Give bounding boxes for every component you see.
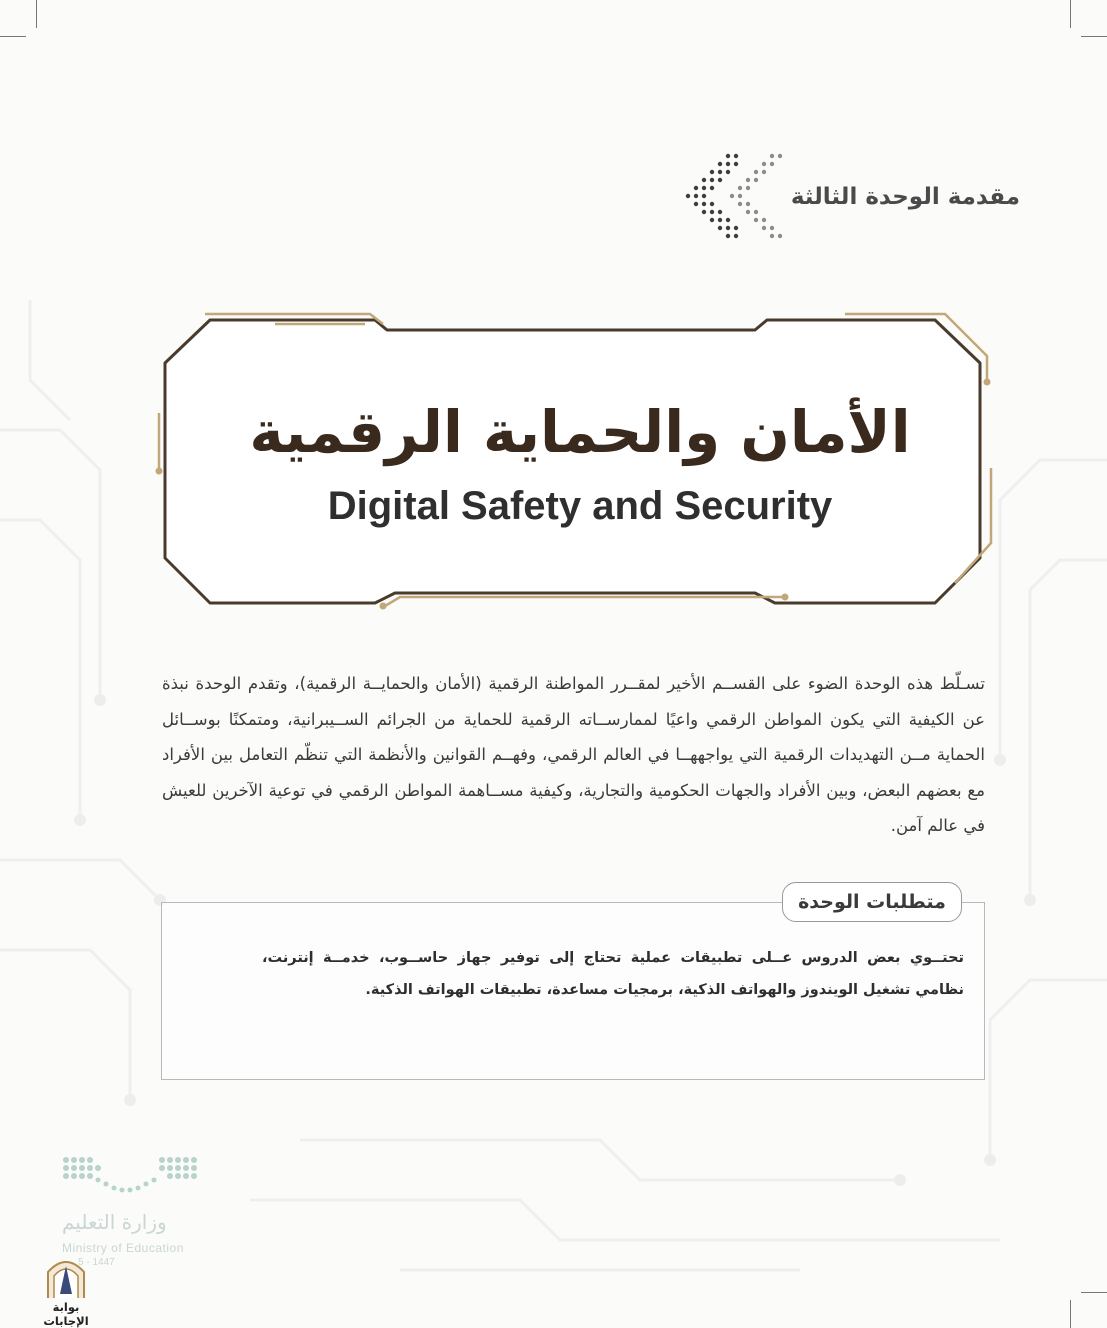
- unit-requirements-text: تحتــوي بعض الدروس عــلى تطبيقات عملية تحتاج إلى توفير جهاز حاســوب، خدمــة إنترنت، نظامي تشغيل الويندوز والهواتف الذكية، برمجيات مساعدة، تطبيقات الهواتف الذكية.: [262, 950, 964, 998]
- unit-intro-header: [680, 148, 1040, 248]
- ministry-year: 5 - 1447: [78, 1257, 115, 1268]
- mosque-arch-icon: [26, 1254, 106, 1300]
- portal-watermark-text: بوابة الإجابات: [43, 1300, 89, 1328]
- unit-requirements-title: متطلبات الوحدة: [782, 882, 962, 922]
- unit-title-arabic: الأمان والحماية الرقمية: [249, 398, 911, 466]
- portal-watermark: [26, 1254, 106, 1328]
- ministry-name-english: Ministry of Education: [62, 1241, 184, 1255]
- chevron-dots-icon: [680, 148, 790, 248]
- unit-title-english: Digital Safety and Security: [327, 484, 833, 528]
- unit-intro-label: مقدمة الوحدة الثالثة: [790, 184, 1020, 210]
- ministry-logo-icon: [58, 1150, 208, 1206]
- unit-intro-paragraph: تسـلّط هذه الوحدة الضوء على القســم الأخير لمقــرر المواطنة الرقمية (الأمان والحمايــة الرقمية)، وتقدم الوحدة نبذة عن الكيفية التي يكون المواطن الرقمي واعيًا لممارســاته الرقمية للحماية من الجرائم الســيبرانية، ومتمكنًا بوســائل الحماية مــن التهديدات الرقمية التي يواجههــا في العالم الرقمي، وفهــم القوانين والأنظمة التي تنظّم التعامل بين الأفراد مع بعضهم البعض، وبين الأفراد والجهات الحكومية والتجارية، وكيفية مســاهمة المواطن الرقمي في توعية الآخرين للعيش في عالم آمن.: [162, 674, 985, 835]
- ministry-name-arabic: وزارة التعليم: [62, 1210, 167, 1234]
